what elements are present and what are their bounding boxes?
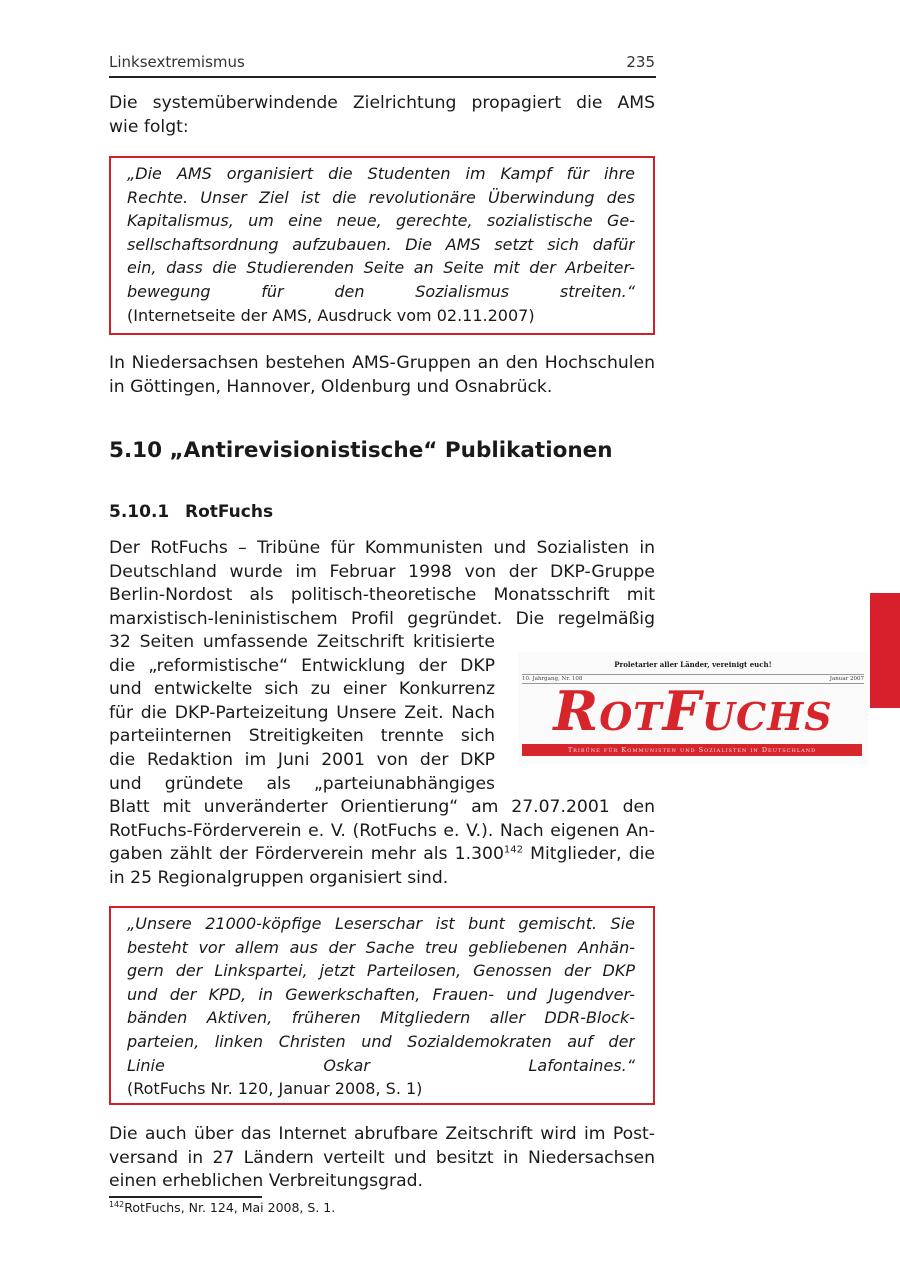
text: Mitglieder, die [522, 844, 655, 865]
paragraph-line-footnote [109, 843, 655, 867]
masthead-date: Januar 2007 [829, 676, 864, 682]
paragraph-rotfuchs-bottom [109, 796, 655, 890]
masthead-logo: RotFuchs [553, 679, 833, 743]
quote-text [127, 164, 635, 306]
text-line: Der RotFuchs – Tribüne für Kommunisten und Sozialisten in [109, 538, 655, 558]
footnote-ref[interactable]: 142 [503, 844, 523, 856]
text-line: die „reformistische“ Entwicklung der DKP [109, 655, 495, 676]
quote-box-rotfuchs [109, 906, 655, 1105]
text-line: die Redaktion im Juni 2001 von der DKP [109, 749, 495, 770]
text-line: Die auch über das Internet abrufbare Zeitschrift wird im Post- [109, 1124, 655, 1144]
rotfuchs-masthead-image [518, 652, 868, 764]
quote-source: (Internetseite der AMS, Ausdruck vom 02.11.2007) [127, 305, 535, 325]
text-line: Deutschland wurde im Februar 1998 von der DKP-Gruppe [109, 561, 655, 582]
quote-text [127, 914, 635, 1079]
text-line: 32 Seiten umfassende Zeitschrift kritisierte [109, 632, 495, 652]
paragraph-rotfuchs-narrow [109, 631, 495, 796]
paragraph-line: in 25 Regionalgruppen organisiert sind. [109, 867, 449, 888]
text-line: versand in 27 Ländern verteilt und besitzt in Niedersachsen [109, 1147, 655, 1168]
text-line: „Unsere 21000-köpfige Leserschar ist bunt gemischt. Sie [127, 914, 635, 933]
text-line: bewegung für den Sozialismus streiten.“ [127, 281, 635, 301]
text-line: RotFuchs-Förderverein e. V. (RotFuchs e. V.). Nach eigenen An- [109, 820, 655, 841]
masthead-issue: 10. Jahrgang, Nr. 108 [522, 676, 583, 682]
masthead-motto: Proletarier aller Länder, vereinigt euch! [614, 660, 772, 669]
text-line: parteien, linken Christen und Sozialdemokraten auf der [127, 1031, 635, 1051]
footnote-number: 142 [109, 1199, 125, 1209]
text-line: „Die AMS organisiert die Studenten im Kampf für ihre [127, 164, 635, 183]
text-line: besteht vor allem aus der Sache treu gebliebenen Anhän- [127, 937, 635, 957]
text-line: Rechte. Unser Ziel ist die revolutionäre Überwindung des [127, 187, 635, 207]
text-line: und der KPD, in Gewerkschaften, Frauen- und Jugendver- [127, 984, 635, 1004]
text: gaben zählt der Förderverein mehr als 1.300 [109, 844, 504, 865]
text-line: einen erheblichen Verbreitungsgrad. [109, 1171, 423, 1192]
text-line: und gründete als „parteiunabhängiges [109, 773, 495, 794]
paragraph-ams-groups [109, 352, 655, 399]
text-line: Blatt mit unveränderter Orientierung“ am 27.07.2001 den [109, 797, 655, 817]
footnote-rule [109, 1196, 262, 1198]
masthead-subtitle: Tribüne für Kommunisten und Sozialisten in Deutschland [522, 744, 862, 756]
text-line: Kapitalismus, um eine neue, gerechte, sozialistische Ge- [127, 211, 635, 231]
paragraph-distribution [109, 1123, 655, 1194]
footnote [109, 1200, 335, 1215]
text-line: Berlin-Nordost als politisch-theoretische Monatsschrift mit [109, 585, 655, 606]
text-line: In Niedersachsen bestehen AMS-Gruppen an den Hochschulen [109, 353, 655, 373]
text-line: gern der Linkspartei, jetzt Parteilosen, Genossen der DKP [127, 961, 635, 981]
footnote-text: RotFuchs, Nr. 124, Mai 2008, S. 1. [124, 1200, 336, 1215]
text-line: für die DKP-Parteizeitung Unsere Zeit. Nach [109, 702, 495, 723]
text-line: und entwickelte sich zu einer Konkurrenz [109, 679, 495, 700]
text-line: bänden Aktiven, früheren Mitgliedern aller DDR-Block- [127, 1008, 635, 1028]
chapter-tab-marker [870, 593, 900, 708]
text-line: Die systemüberwindende Zielrichtung propagiert die AMS [109, 93, 655, 113]
text-line: parteiinternen Streitigkeiten trennte sich [109, 726, 495, 747]
subsection-number: 5.10.1 [109, 502, 170, 522]
paragraph-lines [109, 796, 655, 843]
text-line: Linie Oskar Lafontaines.“ [127, 1055, 635, 1075]
quote-box-ams [109, 156, 655, 335]
running-title: Linksextremismus [109, 53, 245, 71]
text-line: wie folgt: [109, 116, 189, 137]
text-line: sellschaftsordnung aufzubauen. Die AMS setzt sich dafür [127, 234, 635, 254]
paragraph-intro [109, 92, 655, 139]
subsection-heading [109, 502, 273, 522]
page-number: 235 [626, 53, 655, 71]
text-line: marxistisch-leninistischem Profil gegründet. Die regelmäßig [109, 608, 655, 629]
subsection-title: RotFuchs [185, 502, 274, 522]
text-line: in Göttingen, Hannover, Oldenburg und Osnabrück. [109, 376, 553, 397]
paragraph-rotfuchs-top [109, 537, 655, 631]
quote-source: (RotFuchs Nr. 120, Januar 2008, S. 1) [127, 1079, 423, 1099]
text-line: ein, dass die Studierenden Seite an Seite mit der Arbeiter- [127, 258, 635, 278]
header-rule [109, 76, 656, 78]
section-heading: 5.10 „Antirevisionistische“ Publikationen [109, 438, 613, 463]
